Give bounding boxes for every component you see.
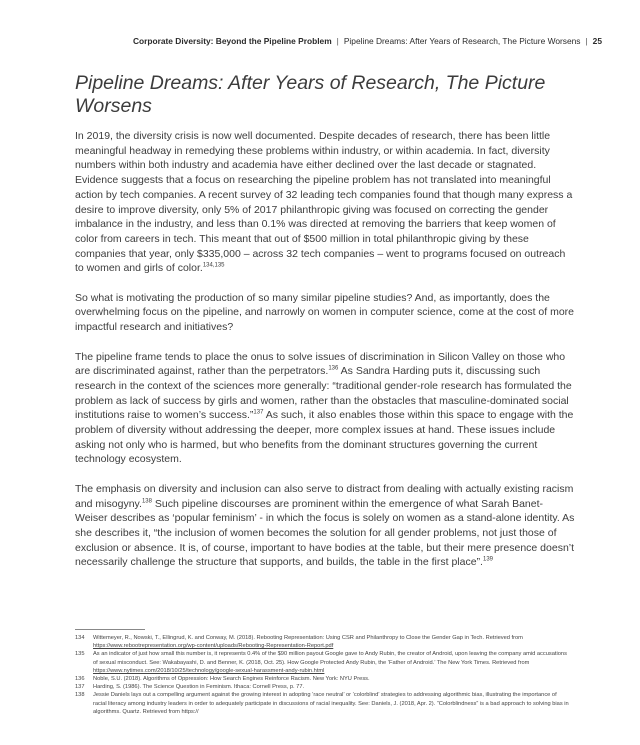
footnote-divider (75, 629, 145, 630)
paragraph-1-text: In 2019, the diversity crisis is now well documented. Despite decades of research, there has been little meaningful headway in remedying these problems within industry, or within academia. In fact, diversity numbers within both industry and academia have either declined over the last decade or stagnated. Evidence suggests that a focus on researching the pipeline problem has not translated into meaningful action by tech companies. A recent survey of 32 leading tech companies found that though many express a desire to improve diversity, only 5% of 2017 philanthropic giving was focused on correcting the gender imbalance in the industry, and less than 0.1% was directed at removing the barriers that keep women of color from careers in tech. This meant that out of $500 million in total philanthropic giving by these companies that year, only $335,000 – across 32 tech companies – went to programs focused on outreach to women and girls of color. (75, 130, 573, 275)
footnote-135 (75, 650, 570, 675)
paragraph-2 (75, 291, 575, 335)
footnote-ref-139[interactable]: 139 (482, 556, 493, 563)
paragraph-3-text-c: As such, it also enables those within this space to engage with the problem of diversity without addressing the deeper, more complex issues at hand. These issues include asking not only who is harmed, but who benefits from the dominant structures governing the current technology ecosystem. (75, 409, 574, 466)
footnote-137 (75, 683, 570, 691)
footnote-text (93, 634, 570, 650)
footnote-text: Harding, S. (1986). The Science Question in Feminism. Ithaca: Cornell Press, p. 77. (93, 684, 305, 691)
paragraph-3 (75, 350, 575, 468)
footnote-number: 137 (75, 684, 85, 691)
body-text (75, 129, 575, 585)
footnote-number: 138 (75, 692, 85, 699)
paragraph-2-text: So what is motivating the production of so many similar pipeline studies? And, as importantly, does the overwhelming focus on the pipeline, and narrowly on women in computer science, come at the cost of more impactful research and initiatives? (75, 291, 575, 334)
footnote-text: Noble, S.U. (2018). Algorithms of Oppression: How Search Engines Reinforce Racism. New York: NYU Press. (93, 676, 370, 683)
footnote-134 (75, 634, 570, 650)
footnote-body: Wittemeyer, R., Nowski, T., Ellingrud, K. and Conway, M. (2018). Rebooting Representation: Using CSR and Philanthropy to Close the Gender Gap in Tech. Retrieved from (93, 635, 523, 641)
footnote-link[interactable]: https://www.nytimes.com/2018/10/25/technology/google-sexual-harassment-andy-rubin.html (93, 667, 325, 674)
page-title: Pipeline Dreams: After Years of Research, The Picture Worsens (75, 72, 546, 117)
paragraph-3-text-b: As Sandra Harding puts it, discussing such research in the context of the sciences more generally: “traditional gender-role research has formulated the problem as lack of success by girls and women, rather than the obstacles that masculine-dominated social institutions raise to women’s success.” (75, 365, 572, 422)
footnote-number: 136 (75, 676, 85, 683)
running-header (133, 36, 602, 46)
paragraph-3-text-a: The pipeline frame tends to place the onus to solve issues of discrimination in Silicon Valley on those who are discriminated against, rather than the perpetrators. (75, 350, 566, 378)
header-separator: | (336, 36, 339, 46)
footnote-body: As an indicator of just how small this number is, it represents 0.4% of the $90 million payout Google gave to Andy Rubin, the creator of Android, upon leaving the company amid accusations of sexual misconduct. See: Wakabayashi, D. and Benner, K. (2018, Oct. 25). How Google Protected Andy Rubin, the ‘Father of Android.’ The New York Times. Retrieved from (93, 651, 567, 666)
footnote-number: 135 (75, 651, 85, 658)
paragraph-4-text-a: The emphasis on diversity and inclusion can also serve to distract from dealing with actually existing racism and misogyny. (75, 482, 574, 510)
footnote-138 (75, 691, 570, 716)
footnote-number: 134 (75, 635, 85, 641)
paragraph-4 (75, 482, 575, 570)
footnote-link[interactable]: https://www.rebootrepresentation.org/wp-content/uploads/Rebooting-Representation-Report.pdf (93, 643, 334, 650)
document-title: Corporate Diversity: Beyond the Pipeline Problem (132, 36, 332, 46)
section-title: Pipeline Dreams: After Years of Research, The Picture Worsens (343, 36, 581, 46)
footnote-text (93, 650, 570, 675)
paragraph-1 (75, 129, 575, 276)
paragraph-4-text-b: Such pipeline discourses are prominent within the emergence of what Sarah Banet-Weiser describes as ‘popular feminism’ - in which the focus is solely on women as a stand-alone identity. As she describes it, “the inclusion of women becomes the solution for all gender problems, not just those of exclusion or absence. It is, of course, important to have bodies at the table, but their mere presence doesn’t necessarily challenge the structure that supports, and builds, the table in the first place”. (75, 497, 575, 569)
footnotes (75, 634, 570, 716)
footnote-ref-134-135[interactable]: 134,135 (202, 262, 225, 269)
footnote-text: Jessie Daniels lays out a compelling argument against the growing interest in adopting ‘race neutral’ or ‘colorblind’ strategies to addressing algorithmic bias, illustrating the importance of racial literacy among industry leaders in order to adequately participate in discussions of racial inequality. See: Daniels, J. (2018, Apr. 2). “Colorblindness” is a bad approach to solving bias in algorithms. Quartz. Retrieved from https:// (93, 692, 569, 715)
page-number: 25 (592, 36, 602, 46)
footnote-ref-138[interactable]: 138 (141, 498, 152, 505)
footnote-ref-137[interactable]: 137 (253, 409, 264, 416)
footnote-136 (75, 675, 570, 683)
header-separator-2: | (585, 36, 588, 46)
footnote-ref-136[interactable]: 136 (328, 365, 339, 372)
